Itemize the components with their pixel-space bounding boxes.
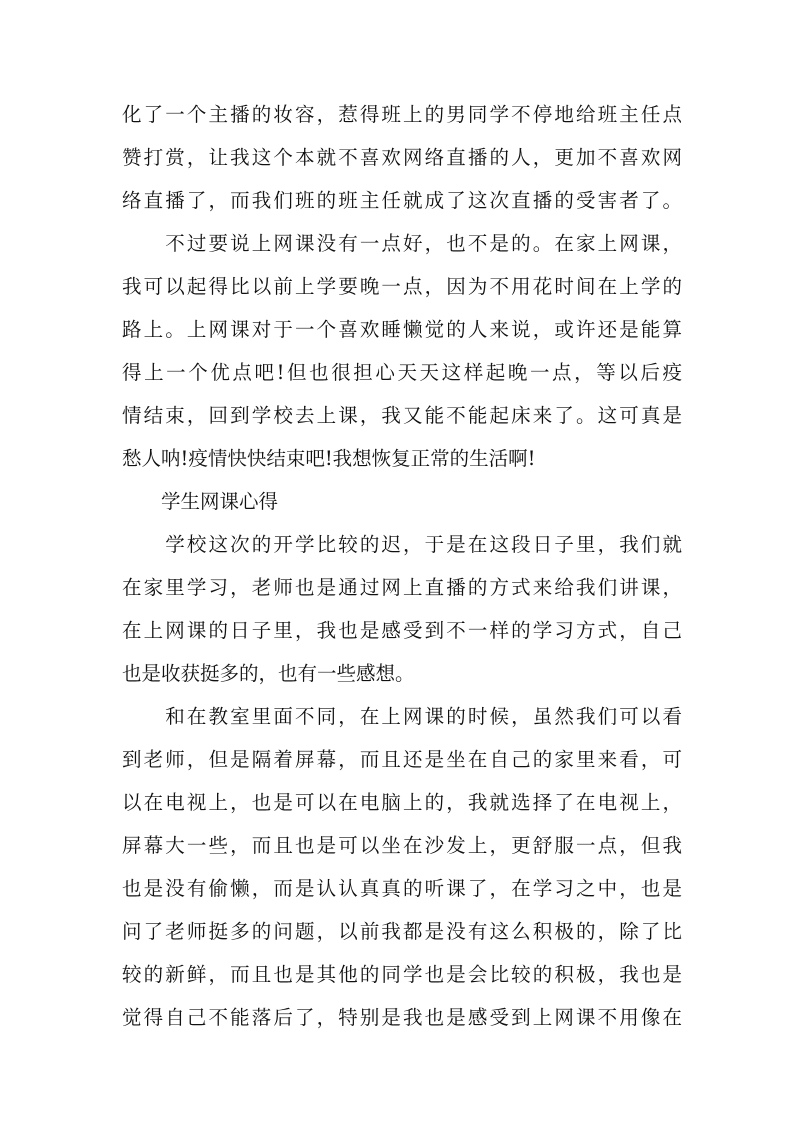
text-line: 问了老师挺多的问题，以前我都是没有这么积极的，除了比 bbox=[122, 920, 682, 943]
text-line: 学校这次的开学比较的迟，于是在这段日子里，我们就 bbox=[122, 533, 682, 556]
text-line: 赞打赏，让我这个本就不喜欢网络直播的人，更加不喜欢网 bbox=[122, 146, 682, 169]
text-line: 络直播了，而我们班的班主任就成了这次直播的受害者了。 bbox=[122, 189, 682, 212]
text-line: 和在教室里面不同，在上网课的时候，虽然我们可以看 bbox=[122, 705, 682, 728]
text-line: 到老师，但是隔着屏幕，而且还是坐在自己的家里来看，可 bbox=[122, 748, 682, 771]
text-line: 较的新鲜，而且也是其他的同学也是会比较的积极，我也是 bbox=[122, 963, 682, 986]
text-line: 觉得自己不能落后了，特别是我也是感受到上网课不用像在 bbox=[122, 1006, 682, 1029]
text-line: 也是没有偷懒，而是认认真真的听课了，在学习之中，也是 bbox=[122, 877, 682, 900]
text-line: 得上一个优点吧!但也很担心天天这样起晚一点，等以后疫 bbox=[122, 361, 682, 384]
text-line: 情结束，回到学校去上课，我又能不能起床来了。这可真是 bbox=[122, 404, 682, 427]
text-line: 不过要说上网课没有一点好，也不是的。在家上网课， bbox=[122, 232, 682, 255]
text-line: 路上。上网课对于一个喜欢睡懒觉的人来说，或许还是能算 bbox=[122, 318, 682, 341]
text-line: 在上网课的日子里，我也是感受到不一样的学习方式，自己 bbox=[122, 619, 682, 642]
text-line: 以在电视上，也是可以在电脑上的，我就选择了在电视上， bbox=[122, 791, 682, 814]
text-line: 我可以起得比以前上学要晚一点，因为不用花时间在上学的 bbox=[122, 275, 682, 298]
text-line: 也是收获挺多的，也有一些感想。 bbox=[122, 662, 415, 685]
text-line: 愁人呐!疫情快快结束吧!我想恢复正常的生活啊! bbox=[122, 447, 536, 470]
text-line: 化了一个主播的妆容，惹得班上的男同学不停地给班主任点 bbox=[122, 103, 682, 126]
section-heading: 学生网课心得 bbox=[122, 490, 279, 513]
text-line: 在家里学习，老师也是通过网上直播的方式来给我们讲课， bbox=[122, 576, 682, 599]
text-line: 屏幕大一些，而且也是可以坐在沙发上，更舒服一点，但我 bbox=[122, 834, 682, 857]
